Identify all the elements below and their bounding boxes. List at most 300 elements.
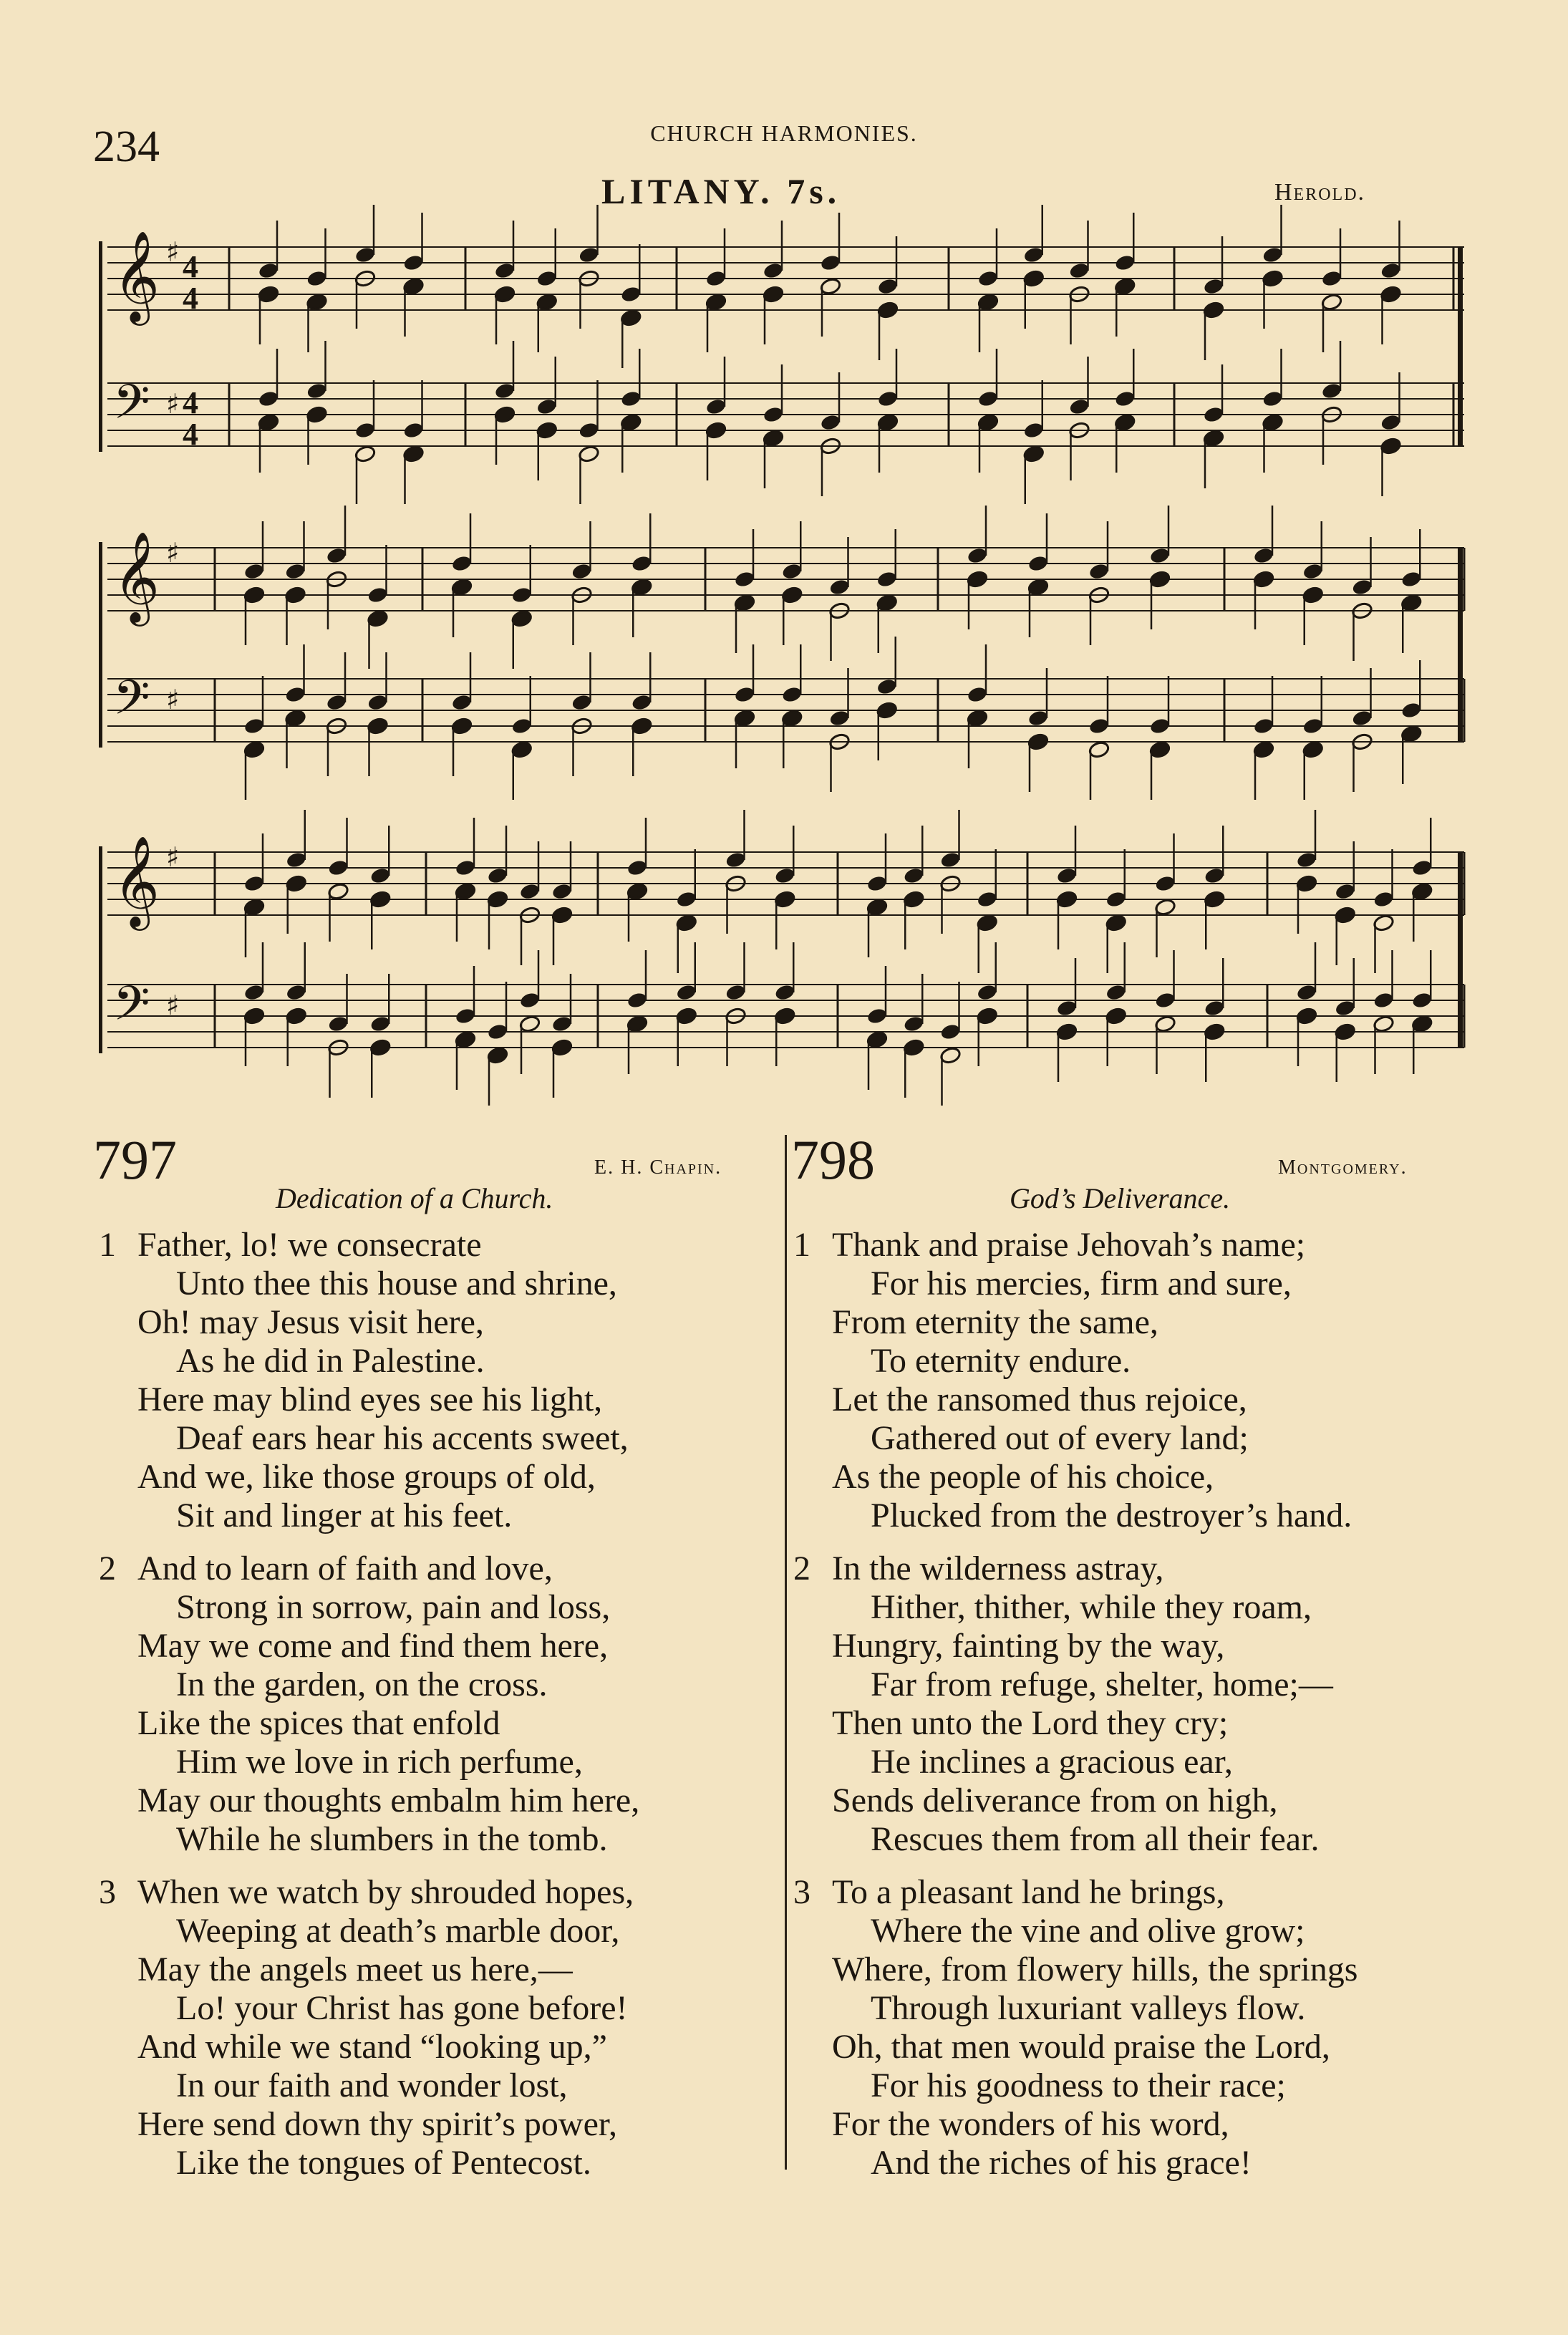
note-head xyxy=(1373,890,1395,909)
note-head xyxy=(1253,546,1275,565)
stanza-number: 2 xyxy=(793,1550,810,1587)
note-head xyxy=(877,301,899,319)
note-head xyxy=(369,1015,392,1033)
note-head xyxy=(326,693,348,712)
note-head xyxy=(705,397,727,416)
note-head xyxy=(903,866,925,885)
note-head xyxy=(258,413,280,432)
verse-line: In the wilderness astray, xyxy=(832,1550,1164,1587)
verse-line: Weeping at death’s marble door, xyxy=(176,1912,620,1950)
note-head xyxy=(284,709,306,727)
note-head xyxy=(903,890,925,909)
note-head xyxy=(571,562,593,581)
verse-line: Like the tongues of Pentecost. xyxy=(176,2144,591,2182)
verse-line: Thank and praise Jehovah’s name; xyxy=(832,1226,1306,1264)
note-head xyxy=(326,546,348,565)
note-head xyxy=(1056,866,1078,885)
note-head xyxy=(1296,983,1318,1002)
end-bar xyxy=(1458,852,1463,1048)
note-head xyxy=(455,859,477,877)
note-head xyxy=(725,983,747,1002)
note-head xyxy=(510,717,533,735)
verse-line: Sit and linger at his feet. xyxy=(176,1497,513,1534)
key-sharp-icon: ♯ xyxy=(166,841,180,873)
note-head xyxy=(258,285,280,304)
note-head xyxy=(866,1007,889,1025)
note-head xyxy=(1154,1015,1176,1033)
note-head xyxy=(578,421,600,440)
verse-line: While he slumbers in the tomb. xyxy=(176,1820,608,1858)
note-head xyxy=(675,1007,697,1025)
stanza xyxy=(99,1550,640,1859)
verse-line: Where the vine and olive grow; xyxy=(871,1912,1305,1950)
note-head xyxy=(451,693,473,712)
note-head xyxy=(1400,701,1423,720)
page-number: 234 xyxy=(93,122,160,171)
note-head xyxy=(631,578,653,596)
verse-line: For his goodness to their race; xyxy=(871,2066,1286,2104)
verse-line: Strong in sorrow, pain and loss, xyxy=(176,1588,611,1626)
note-head xyxy=(551,1015,574,1033)
note-head xyxy=(967,546,989,565)
note-head xyxy=(284,586,306,604)
note-head xyxy=(1400,725,1423,743)
note-head xyxy=(675,914,697,932)
note-head xyxy=(626,882,649,901)
note-head xyxy=(705,421,727,440)
verse-line: Here send down thy spirit’s power, xyxy=(137,2105,617,2143)
note-head xyxy=(1154,898,1176,917)
note-head xyxy=(354,445,377,463)
verse-line: Let the ransomed thus rejoice, xyxy=(832,1381,1247,1418)
note-head xyxy=(1204,866,1226,885)
note-head xyxy=(1262,246,1284,264)
note-head xyxy=(306,293,328,311)
verse-line: When we watch by shrouded hopes, xyxy=(137,1873,634,1911)
note-head xyxy=(402,445,425,463)
note-head xyxy=(876,677,898,696)
note-head xyxy=(1380,285,1402,304)
time-signature-top: 4 xyxy=(183,385,198,420)
verse-line: As he did in Palestine. xyxy=(176,1342,485,1380)
note-head xyxy=(1296,874,1318,893)
note-head xyxy=(967,709,989,727)
note-head xyxy=(327,1015,349,1033)
note-head xyxy=(877,413,899,432)
note-head xyxy=(820,413,842,432)
note-head xyxy=(705,269,727,288)
hymn-text-797 xyxy=(99,1226,640,2197)
note-head xyxy=(866,874,889,893)
note-head xyxy=(1068,261,1090,280)
stanza-number: 3 xyxy=(793,1873,810,1911)
note-head xyxy=(1380,413,1402,432)
note-head xyxy=(327,882,349,901)
note-head xyxy=(866,898,889,917)
note-head xyxy=(402,253,425,272)
note-head xyxy=(774,890,796,909)
note-head xyxy=(903,1015,925,1033)
note-head xyxy=(1022,269,1045,288)
note-head xyxy=(1321,269,1343,288)
verse-line: For his mercies, firm and sure, xyxy=(871,1265,1292,1302)
note-head xyxy=(1149,546,1171,565)
verse-line: He inclines a gracious ear, xyxy=(871,1743,1233,1781)
note-head xyxy=(578,445,600,463)
note-head xyxy=(551,906,574,924)
stanza-number: 1 xyxy=(793,1226,810,1264)
treble-clef-icon: 𝄞 xyxy=(113,531,160,622)
running-head: CHURCH HARMONIES. xyxy=(650,120,918,146)
note-head xyxy=(626,859,649,877)
note-head xyxy=(705,293,727,311)
verse-line: To a pleasant land he brings, xyxy=(832,1873,1225,1911)
note-head xyxy=(494,382,516,400)
note-head xyxy=(451,578,473,596)
note-head xyxy=(494,405,516,424)
note-head xyxy=(1253,740,1275,759)
note-head xyxy=(578,246,600,264)
note-head xyxy=(1105,914,1127,932)
verse-line: Father, lo! we consecrate xyxy=(137,1226,482,1264)
note-head xyxy=(631,554,653,573)
note-head xyxy=(519,882,541,901)
note-head xyxy=(866,1030,889,1049)
note-head xyxy=(1056,1023,1078,1041)
stanza xyxy=(793,1226,1358,1535)
verse-line: Rescues them from all their fear. xyxy=(871,1820,1320,1858)
note-head xyxy=(877,277,899,296)
note-head xyxy=(455,1030,477,1049)
note-head xyxy=(1022,246,1045,264)
note-head xyxy=(1022,445,1045,463)
verse-line: May our thoughts embalm him here, xyxy=(137,1782,640,1819)
note-head xyxy=(354,421,377,440)
note-head xyxy=(1351,709,1373,727)
stanza xyxy=(99,1873,639,2182)
note-head xyxy=(243,983,266,1002)
note-head xyxy=(1296,1007,1318,1025)
system-brace xyxy=(99,241,102,452)
note-head xyxy=(243,874,266,893)
verse-line: Through luxuriant valleys flow. xyxy=(871,1989,1306,2027)
note-head xyxy=(536,397,558,416)
note-head xyxy=(877,390,899,408)
note-head xyxy=(367,609,389,628)
note-head xyxy=(258,261,280,280)
hymn-text-798 xyxy=(793,1226,1358,2197)
note-head xyxy=(939,851,962,869)
key-sharp-icon: ♯ xyxy=(166,236,180,268)
note-head xyxy=(1411,991,1433,1010)
note-head xyxy=(1262,413,1284,432)
note-head xyxy=(243,586,266,604)
verse-line: For the wonders of his word, xyxy=(832,2105,1229,2143)
note-head xyxy=(451,554,473,573)
note-head xyxy=(1114,390,1136,408)
key-sharp-icon: ♯ xyxy=(166,388,180,420)
end-bar xyxy=(1458,247,1463,446)
key-sharp-icon: ♯ xyxy=(166,684,180,715)
note-head xyxy=(876,570,898,589)
verse-line: Where, from flowery hills, the springs xyxy=(832,1950,1358,1988)
note-head xyxy=(734,570,756,589)
verse-line: May we come and find them here, xyxy=(137,1627,609,1665)
note-head xyxy=(675,983,697,1002)
bass-clef-icon: 𝄢 xyxy=(113,976,150,1043)
note-head xyxy=(939,1023,962,1041)
note-head xyxy=(1334,882,1356,901)
note-head xyxy=(1114,277,1136,296)
note-head xyxy=(976,890,998,909)
note-head xyxy=(1114,253,1136,272)
note-head xyxy=(976,914,998,932)
note-head xyxy=(828,709,851,727)
note-head xyxy=(1203,277,1225,296)
note-head xyxy=(306,382,328,400)
hymn-subtitle: Dedication of a Church. xyxy=(276,1182,553,1214)
note-head xyxy=(631,693,653,712)
verse-line: Far from refuge, shelter, home;— xyxy=(871,1666,1333,1703)
note-head xyxy=(327,859,349,877)
note-head xyxy=(828,578,851,596)
note-head xyxy=(781,709,803,727)
note-head xyxy=(487,866,509,885)
verse-line: As the people of his choice, xyxy=(832,1458,1214,1496)
note-head xyxy=(367,693,389,712)
note-head xyxy=(1351,578,1373,596)
note-head xyxy=(367,717,389,735)
verse-line: To eternity endure. xyxy=(871,1342,1131,1380)
note-head xyxy=(1114,413,1136,432)
note-head xyxy=(1088,562,1110,581)
tune-name: LITANY. xyxy=(601,171,774,211)
note-head xyxy=(1027,554,1050,573)
note-head xyxy=(976,983,998,1002)
verse-line: In the garden, on the cross. xyxy=(176,1666,548,1703)
note-head xyxy=(367,586,389,604)
time-signature-bottom: 4 xyxy=(183,281,198,316)
note-head xyxy=(369,1038,392,1057)
note-head xyxy=(734,685,756,704)
note-head xyxy=(1204,999,1226,1017)
hymn-subtitle: God’s Deliverance. xyxy=(1010,1182,1231,1214)
note-head xyxy=(402,421,425,440)
note-head xyxy=(1149,570,1171,589)
note-head xyxy=(1056,999,1078,1017)
note-head xyxy=(369,890,392,909)
note-head xyxy=(774,1007,796,1025)
note-head xyxy=(1204,890,1226,909)
tune-composer: Herold. xyxy=(1274,179,1366,206)
note-head xyxy=(977,269,1000,288)
treble-clef-icon: 𝄞 xyxy=(113,835,160,927)
note-head xyxy=(1068,397,1090,416)
note-head xyxy=(285,983,307,1002)
verse-line: And to learn of faith and love, xyxy=(137,1550,553,1587)
note-head xyxy=(1253,717,1275,735)
note-head xyxy=(1149,740,1171,759)
verse-line: In our faith and wonder lost, xyxy=(176,2066,568,2104)
note-head xyxy=(1373,914,1395,932)
note-head xyxy=(763,261,785,280)
note-head xyxy=(1302,740,1324,759)
note-head xyxy=(487,890,509,909)
note-head xyxy=(763,405,785,424)
verse-line: Then unto the Lord they cry; xyxy=(832,1704,1229,1742)
column-divider xyxy=(785,1135,787,2170)
note-head xyxy=(243,898,266,917)
note-head xyxy=(820,253,842,272)
note-head xyxy=(1203,301,1225,319)
note-head xyxy=(1149,717,1171,735)
note-head xyxy=(1027,733,1050,751)
note-head xyxy=(1302,586,1324,604)
note-head xyxy=(1027,709,1050,727)
note-head xyxy=(487,1046,509,1065)
note-head xyxy=(781,685,803,704)
stanza xyxy=(793,1873,1358,2182)
note-head xyxy=(967,685,989,704)
note-head xyxy=(369,866,392,885)
note-head xyxy=(487,1023,509,1041)
note-head xyxy=(1105,1007,1127,1025)
note-head xyxy=(781,562,803,581)
note-head xyxy=(1022,421,1045,440)
note-head xyxy=(876,594,898,612)
note-head xyxy=(519,991,541,1010)
verse-line: Oh, that men would praise the Lord, xyxy=(832,2028,1330,2066)
note-head xyxy=(1088,740,1110,759)
note-head xyxy=(620,390,642,408)
hymn-author: Montgomery. xyxy=(1278,1156,1408,1179)
note-head xyxy=(1400,594,1423,612)
note-head xyxy=(1056,890,1078,909)
stanza-number: 1 xyxy=(99,1226,116,1264)
note-head xyxy=(1334,999,1356,1017)
note-head xyxy=(1204,1023,1226,1041)
note-head xyxy=(939,1046,962,1065)
note-head xyxy=(967,570,989,589)
note-head xyxy=(519,1015,541,1033)
note-head xyxy=(1262,390,1284,408)
note-head xyxy=(494,285,516,304)
note-head xyxy=(1253,570,1275,589)
note-head xyxy=(620,285,642,304)
note-head xyxy=(977,390,1000,408)
verse-line: Like the spices that enfold xyxy=(137,1704,500,1742)
verse-line: Him we love in rich perfume, xyxy=(176,1743,583,1781)
note-head xyxy=(285,851,307,869)
note-head xyxy=(620,413,642,432)
bass-clef-icon: 𝄢 xyxy=(113,670,150,737)
note-head xyxy=(354,246,377,264)
stanza-number: 3 xyxy=(99,1873,116,1911)
note-head xyxy=(1380,437,1402,455)
tune-meter: 7s. xyxy=(787,171,841,211)
note-head xyxy=(781,586,803,604)
verse-line: Oh! may Jesus visit here, xyxy=(137,1303,484,1341)
note-head xyxy=(763,285,785,304)
note-head xyxy=(1334,1023,1356,1041)
note-head xyxy=(1321,293,1343,311)
note-head xyxy=(1334,906,1356,924)
note-head xyxy=(734,709,756,727)
note-head xyxy=(455,1007,477,1025)
note-head xyxy=(536,293,558,311)
note-head xyxy=(284,562,306,581)
note-head xyxy=(1380,261,1402,280)
note-head xyxy=(1296,851,1318,869)
treble-clef-icon: 𝄞 xyxy=(113,230,160,322)
note-head xyxy=(510,586,533,604)
note-head xyxy=(626,991,649,1010)
note-head xyxy=(1411,882,1433,901)
time-signature-bottom: 4 xyxy=(183,417,198,452)
note-head xyxy=(243,740,266,759)
note-head xyxy=(1105,890,1127,909)
verse-line: Gathered out of every land; xyxy=(871,1419,1249,1457)
note-head xyxy=(1203,429,1225,448)
note-head xyxy=(1088,717,1110,735)
verse-line: Unto thee this house and shrine, xyxy=(176,1265,617,1302)
note-head xyxy=(876,701,898,720)
verse-line: May the angels meet us here,— xyxy=(137,1950,573,1988)
note-head xyxy=(1154,874,1176,893)
key-sharp-icon: ♯ xyxy=(166,990,180,1021)
verse-line: Hither, thither, while they roam, xyxy=(871,1588,1312,1626)
note-head xyxy=(536,421,558,440)
note-head xyxy=(510,740,533,759)
note-head xyxy=(1373,1015,1395,1033)
music-score xyxy=(0,0,1568,1117)
key-sharp-icon: ♯ xyxy=(166,537,180,569)
note-head xyxy=(494,261,516,280)
note-head xyxy=(675,890,697,909)
note-head xyxy=(1321,382,1343,400)
end-bar xyxy=(1458,548,1463,742)
verse-line: Lo! your Christ has gone before! xyxy=(176,1989,628,2027)
note-head xyxy=(977,413,1000,432)
note-head xyxy=(1154,991,1176,1010)
hymn-author: E. H. Chapin. xyxy=(594,1156,722,1179)
system-brace xyxy=(99,846,102,1053)
note-head xyxy=(976,1007,998,1025)
note-head xyxy=(820,277,842,296)
note-head xyxy=(284,685,306,704)
note-head xyxy=(451,717,473,735)
verse-line: Deaf ears hear his accents sweet, xyxy=(176,1419,629,1457)
note-head xyxy=(1262,269,1284,288)
bass-clef-icon: 𝄢 xyxy=(113,374,150,441)
verse-line: Hungry, fainting by the way, xyxy=(832,1627,1225,1665)
stanza xyxy=(99,1226,639,1535)
verse-line: And the riches of his grace! xyxy=(871,2144,1252,2182)
note-head xyxy=(1400,570,1423,589)
verse-line: From eternity the same, xyxy=(832,1303,1158,1341)
verse-line: And while we stand “looking up,” xyxy=(137,2028,607,2066)
hymn-number: 798 xyxy=(791,1128,875,1191)
note-head xyxy=(977,293,1000,311)
note-head xyxy=(774,983,796,1002)
note-head xyxy=(536,269,558,288)
note-head xyxy=(763,429,785,448)
verse-line: Plucked from the destroyer’s hand. xyxy=(871,1497,1352,1534)
note-head xyxy=(1302,562,1324,581)
note-head xyxy=(620,309,642,327)
note-head xyxy=(1411,859,1433,877)
stanza xyxy=(793,1550,1358,1859)
